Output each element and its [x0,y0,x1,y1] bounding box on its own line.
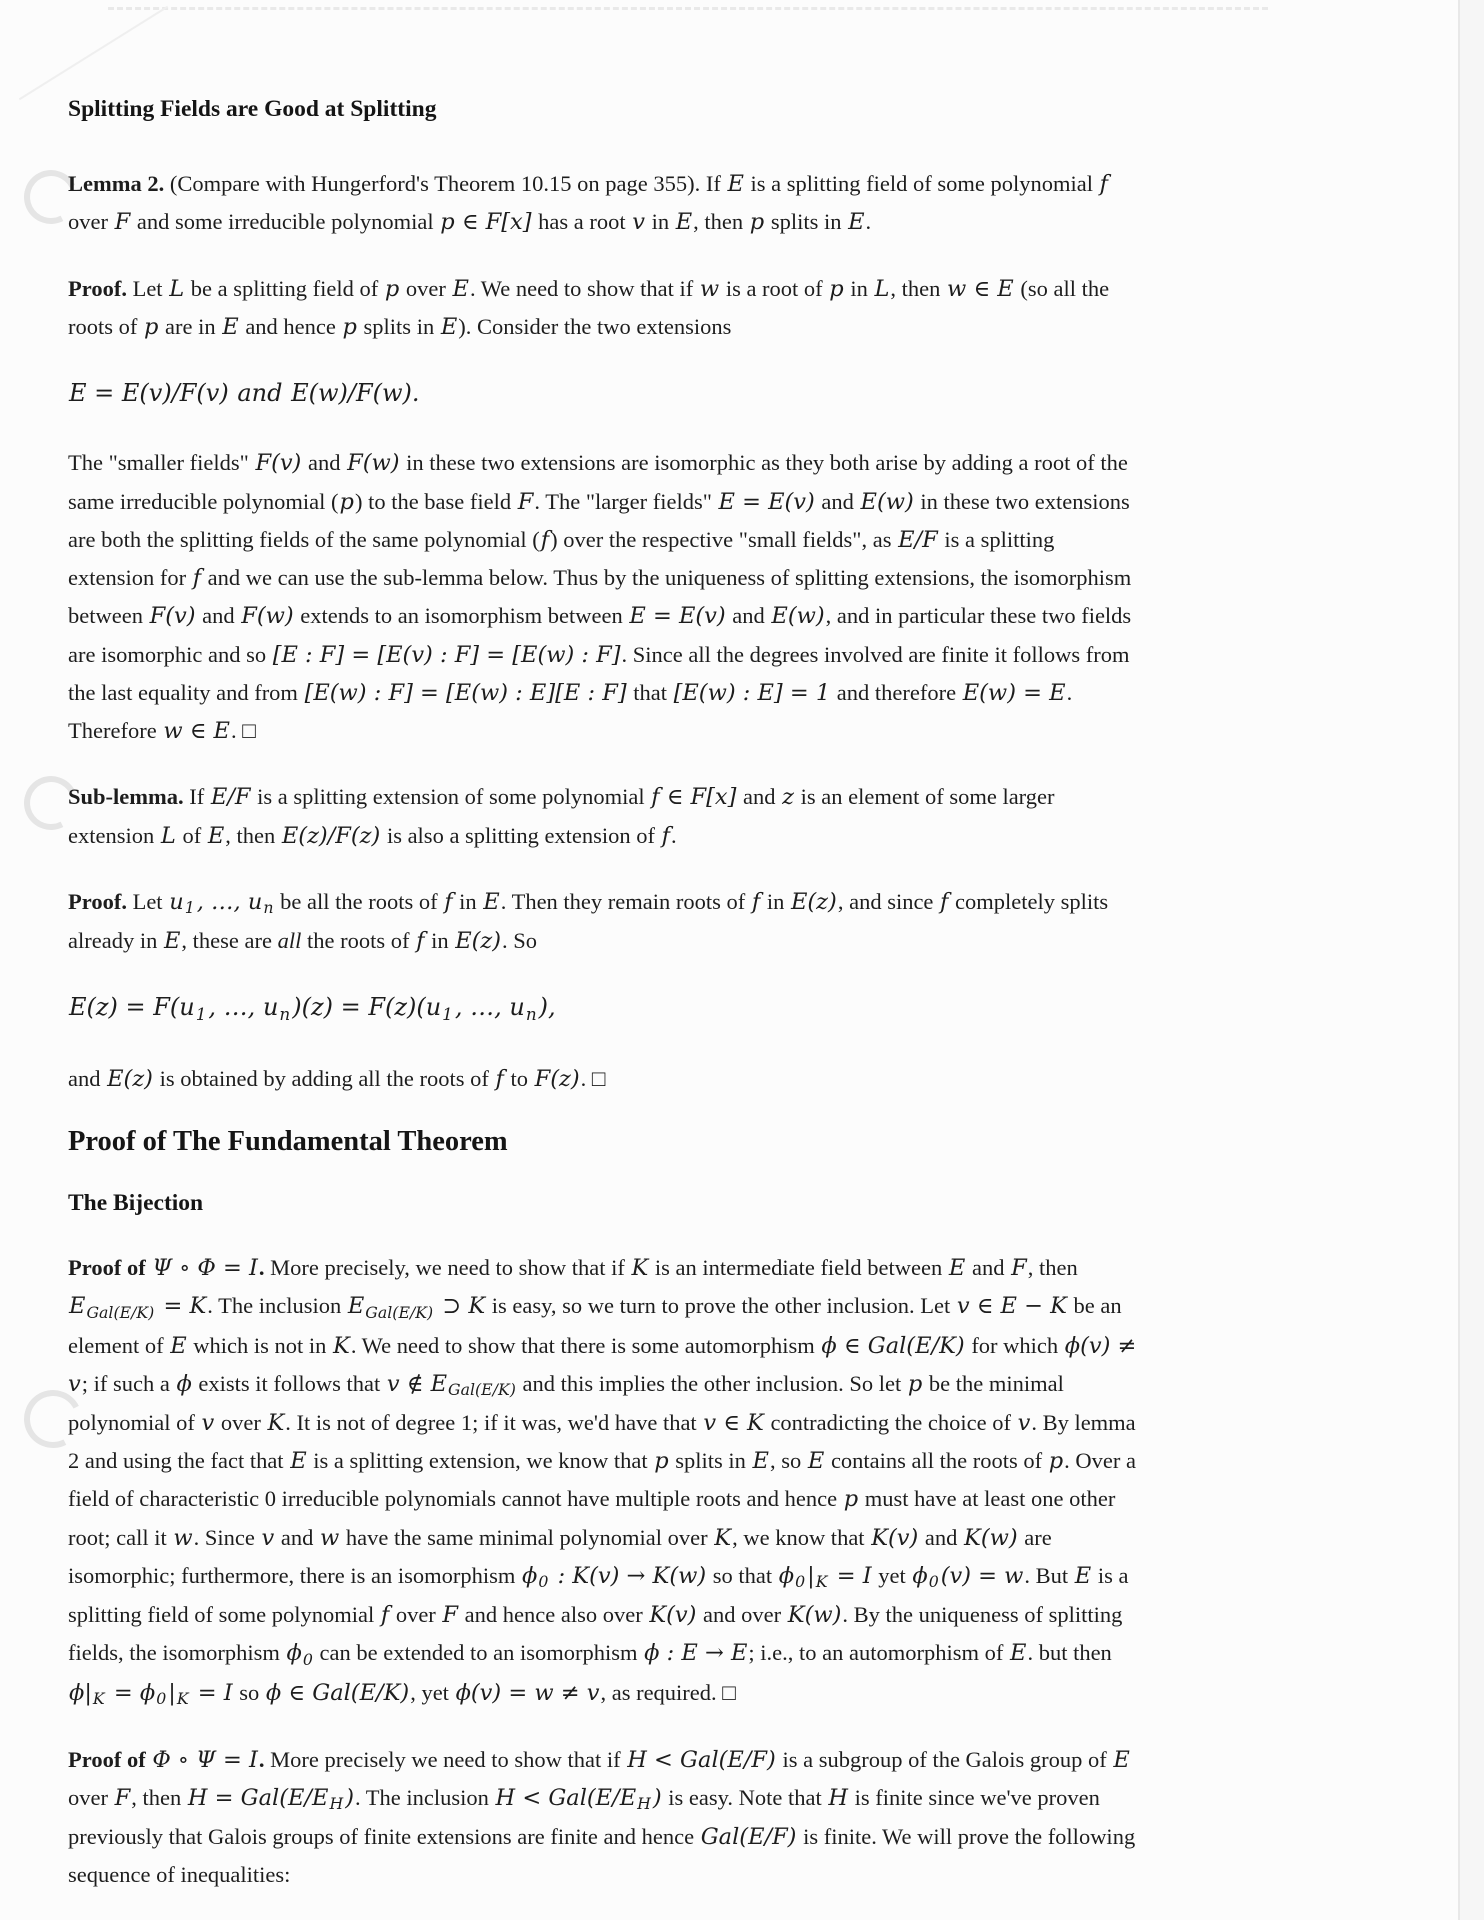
proof-phi-psi-paragraph: Proof of Φ ∘ Ψ = I. More precisely we need to show that if H < Gal(E/F) is a subgroup of the Galois group of E over F, then H = Gal(E/EH). The inclusion H < Gal(E/EH) is easy. Note that H is finite since we've proven previously that Galois groups of finite extensions are finite and hence Gal(E/F) is finite. We will prove the following sequence of inequalities: [68,1746,1136,1888]
document-content [68,96,1140,1920]
scan-top-edge-mark [108,7,1268,10]
roots-equation: E(z) = F(u1, …, un)(z) = F(z)(u1, …, un), [69,993,556,1025]
lemma-2-paragraph: Lemma 2. (Compare with Hungerford's Theorem 10.15 on page 355). If E is a splitting field of some polynomial f over F and some irreducible polynomial p ∈ F[x] has a root v in E, then p splits in E. [68,171,1108,236]
isomorphism-argument-paragraph: The "smaller fields" F(v) and F(w) in these two extensions are isomorphic as they both arise by adding a root of the same irreducible polynomial (p) to the base field F. The "larger fields" E = E(v) and E(w) in these two extensions are both the splitting fields of the same polynomial (f) over the respective "small fields", as E/F is a splitting extension for f and we can use the sub-lemma below. Thus by the uniqueness of splitting extensions, the isomorphism between F(v) and F(w) extends to an isomorphism between E = E(v) and E(w), and in particular these two fields are isomorphic and so [E : F] = [E(v) : F] = [E(w) : F]. Since all the degrees involved are finite it follows from the last equality and from [E(w) : F] = [E(w) : E][E : F] that [E(w) : E] = 1 and therefore E(w) = E. Therefore w ∈ E. □ [68,450,1132,745]
sub-lemma-paragraph: Sub-lemma. If E/F is a splitting extension of some polynomial f ∈ F[x] and z is an element of some larger extension L of E, then E(z)/F(z) is also a splitting extension of f. [68,784,1055,849]
fundamental-theorem-heading: Proof of The Fundamental Theorem [68,1126,508,1158]
extensions-equation: E = E(v)/F(v) and E(w)/F(w). [69,379,420,407]
lemma-2-proof-paragraph: Proof. Let L be a splitting field of p over E. We need to show that if w is a root of p in L, then w ∈ E (so all the roots of p are in E and hence p splits in E). Consider the two extensions [68,275,1110,340]
page-right-edge-mark [1458,0,1460,1920]
sub-lemma-conclusion-paragraph: and E(z) is obtained by adding all the roots of f to F(z). □ [68,1065,606,1092]
sub-lemma-proof-paragraph: Proof. Let u1, …, un be all the roots of f in E. Then they remain roots of f in E(z), and since f completely splits already in E, these are all the roots of f in E(z). So [68,888,1109,955]
proof-psi-phi-paragraph: Proof of Ψ ∘ Φ = I. More precisely, we need to show that if K is an intermediate field between E and F, then EGal(E/K) = K. The inclusion EGal(E/K) ⊃ K is easy, so we turn to prove the other inclusion. Let v ∈ E − K be an element of E which is not in K. We need to show that there is some automorphism ϕ ∈ Gal(E/K) for which ϕ(v) ≠ v; if such a ϕ exists it follows that v ∉ EGal(E/K) and this implies the other inclusion. So let p be the minimal polynomial of v over K. It is not of degree 1; if it was, we'd have that v ∈ K contradicting the choice of v. By lemma 2 and using the fact that E is a splitting extension, we know that p splits in E, so E contains all the roots of p. Over a field of characteristic 0 irreducible polynomials cannot have multiple roots and hence p must have at least one other root; call it w. Since v and w have the same minimal polynomial over K, we know that K(v) and K(w) are isomorphic; furthermore, there is an isomorphism ϕ0 : K(v) → K(w) so that ϕ0|K = I yet ϕ0(v) = w. But E is a splitting field of some polynomial f over F and hence also over K(v) and over K(w). By the uniqueness of splitting fields, the isomorphism ϕ0 can be extended to an isomorphism ϕ : E → E; i.e., to an automorphism of E. but then ϕ|K = ϕ0|K = I so ϕ ∈ Gal(E/K), yet ϕ(v) = w ≠ v, as required. □ [68,1255,1137,1708]
page-title: Splitting Fields are Good at Splitting [68,96,437,122]
scan-corner-line-mark [19,6,168,100]
page-right-margin-band [1460,0,1484,1920]
bijection-subheading: The Bijection [68,1190,204,1217]
